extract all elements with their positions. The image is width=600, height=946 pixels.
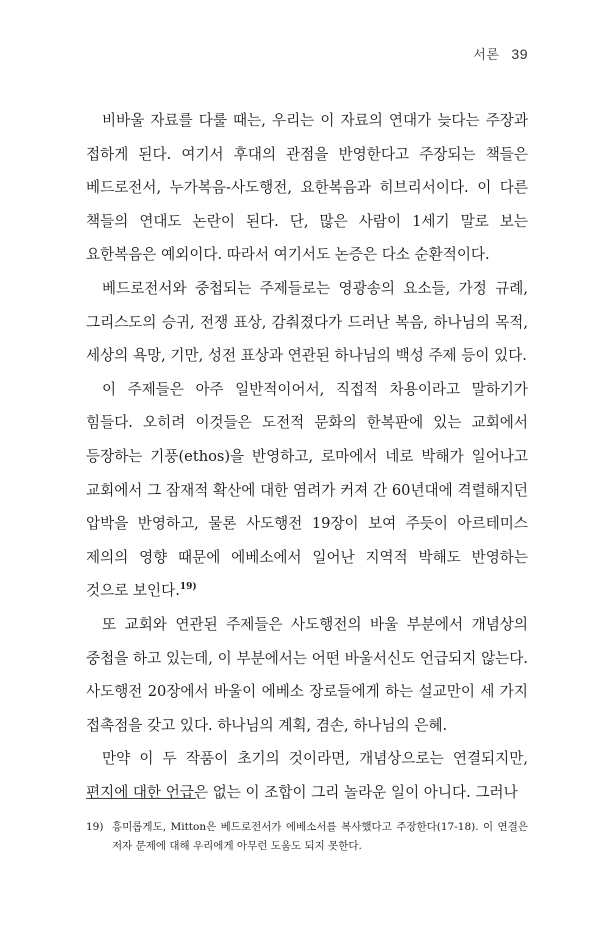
footnote [86,818,528,856]
footnote-divider [86,798,196,799]
running-head [473,44,528,63]
footnote-reference[interactable]: 19) [179,582,197,593]
footnote-text: 흥미롭게도, Mitton은 베드로전서가 에베소서를 복사했다고 주장한다(17-18). 이 연결은 저자 문제에 대해 우리에게 아무런 도움도 되지 못한다. [112,821,528,852]
section-title: 서론 [473,47,500,62]
page-number: 39 [511,46,528,62]
paragraph-text: 이 주제들은 아주 일반적이어서, 직접적 차용이라고 말하기가 힘들다. 오히려 이것들은 도전적 문화의 한복판에 있는 교회에서 등장하는 기풍(ethos)을 반영하고, 로마에서 네로 박해가 일어나고 교회에서 그 잠재적 확산에 대한 염려가 커져 간 60년대에 격렬해지던 압박을 반영하고, 물론 사도행전 19장이 보여 주듯이 아르테미스 제의의 영향 때문에 에베소에서 일어난 지역적 박해도 반영하는 것으로 보인다. [86,380,528,600]
body-text [86,104,528,809]
paragraph: 만약 이 두 작품이 초기의 것이라면, 개념상으로는 연결되지만, 편지에 대한 언급은 없는 이 조합이 그리 놀라운 일이 아니다. 그러나 [86,750,528,801]
paragraph: 비바울 자료를 다룰 때는, 우리는 이 자료의 연대가 늦다는 주장과 접하게 된다. 여기서 후대의 관점을 반영한다고 주장되는 책들은 베드로전서, 누가복음-사도행전, 요한복음과 히브리서이다. 이 다른 책들의 연대도 논란이 된다. 단, 많은 사람이 1세기 말로 보는 요한복음은 예외이다. 따라서 여기서도 논증은 다소 순환적이다. [86,112,528,264]
paragraph: 또 교회와 연관된 주제들은 사도행전의 바울 부분에서 개념상의 중첩을 하고 있는데, 이 부분에서는 어떤 바울서신도 언급되지 않는다. 사도행전 20장에서 바울이 에베소 장로들에게 하는 설교만이 세 가지 접촉점을 갖고 있다. 하나님의 계획, 겸손, 하나님의 은혜. [86,615,528,734]
paragraph-with-footnote [86,373,528,608]
paragraph: 베드로전서와 중첩되는 주제들로는 영광송의 요소들, 가정 규례, 그리스도의 승귀, 전쟁 표상, 감춰졌다가 드러난 복음, 하나님의 목적, 세상의 욕망, 기만, 성전 표상과 연관된 하나님의 백성 주제 등이 있다. [86,279,528,365]
footnote-number: 19) [86,821,104,833]
